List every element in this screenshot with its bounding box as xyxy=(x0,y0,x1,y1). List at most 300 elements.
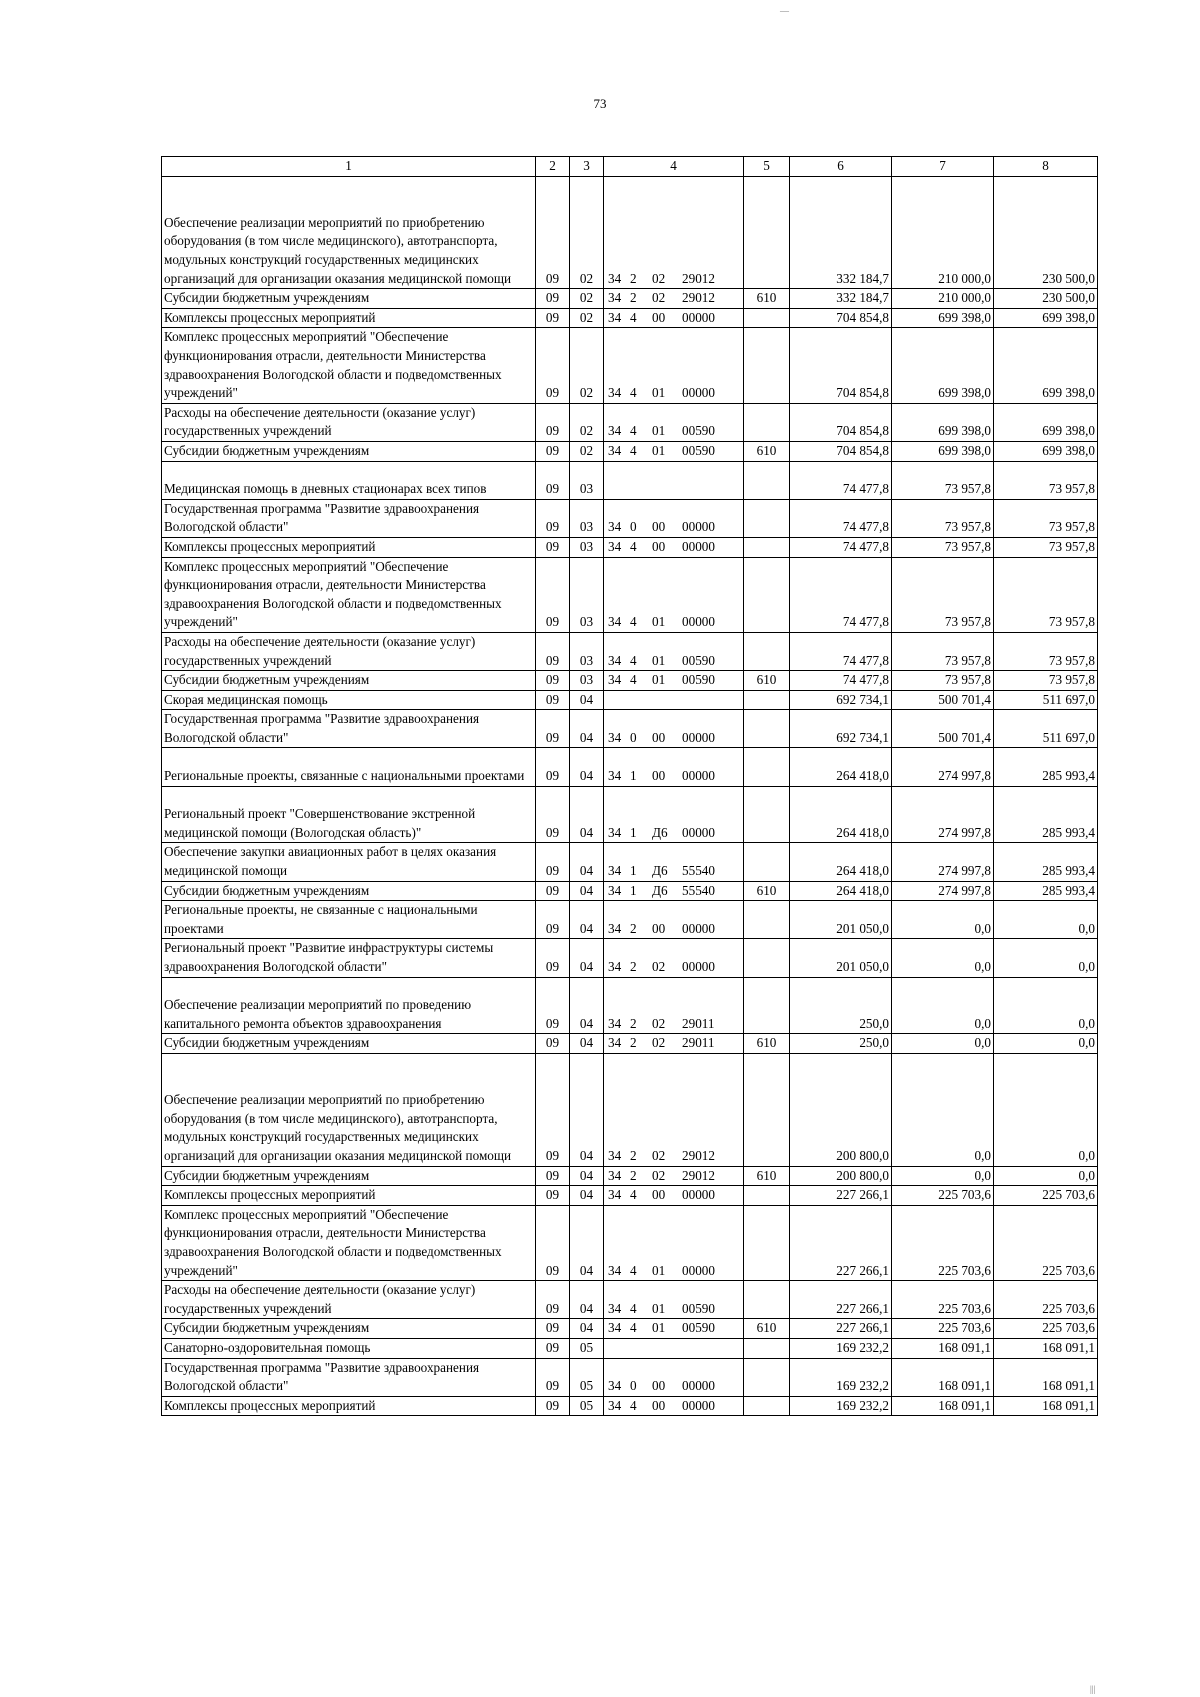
row-name: Обеспечение реализации мероприятий по приобретению оборудования (в том числе медицинского), автотранспорта, модульных конструкций государственных медицинских организаций для организации оказания медицинской помощи xyxy=(162,1054,536,1167)
row-name: Комплекс процессных мероприятий "Обеспечение функционирования отрасли, деятельности Министерства здравоохранения Вологодской области и подведомственных учреждений" xyxy=(162,557,536,632)
row-target-article xyxy=(604,557,744,632)
row-amount-year-1: 200 800,0 xyxy=(790,1166,892,1186)
row-subsection-code: 04 xyxy=(570,901,604,939)
row-subsection-code: 04 xyxy=(570,1319,604,1339)
row-name: Скорая медицинская помощь xyxy=(162,690,536,710)
row-subsection-code: 04 xyxy=(570,1166,604,1186)
target-article-part-1: 34 xyxy=(608,1262,622,1278)
row-name: Субсидии бюджетным учреждениям xyxy=(162,1319,536,1339)
row-expense-type xyxy=(744,843,790,881)
row-amount-year-1: 332 184,7 xyxy=(790,176,892,289)
target-article-part-2: 1 xyxy=(630,863,637,879)
row-amount-year-3: 73 957,8 xyxy=(994,461,1098,499)
target-article-part-2: 2 xyxy=(630,290,637,306)
row-name: Комплексы процессных мероприятий xyxy=(162,308,536,328)
target-article-part-3: 00 xyxy=(652,1397,666,1413)
target-article-part-2: 0 xyxy=(630,729,637,745)
target-article-part-3: 00 xyxy=(652,768,666,784)
row-section-code: 09 xyxy=(536,671,570,691)
row-amount-year-2: 73 957,8 xyxy=(892,671,994,691)
row-expense-type: 610 xyxy=(744,671,790,691)
row-section-code: 09 xyxy=(536,499,570,537)
row-target-article xyxy=(604,710,744,748)
row-name: Медицинская помощь в дневных стационарах всех типов xyxy=(162,461,536,499)
table-row xyxy=(162,748,1098,786)
row-expense-type xyxy=(744,1281,790,1319)
target-article-part-1: 34 xyxy=(608,768,622,784)
row-amount-year-2: 210 000,0 xyxy=(892,289,994,309)
row-amount-year-1: 227 266,1 xyxy=(790,1281,892,1319)
target-article-part-1: 34 xyxy=(608,672,622,688)
row-amount-year-1: 250,0 xyxy=(790,1034,892,1054)
row-amount-year-3: 225 703,6 xyxy=(994,1319,1098,1339)
row-target-article xyxy=(604,1205,744,1280)
row-target-article xyxy=(604,1054,744,1167)
row-expense-type: 610 xyxy=(744,289,790,309)
row-expense-type xyxy=(744,901,790,939)
target-article-part-2: 1 xyxy=(630,824,637,840)
row-expense-type: 610 xyxy=(744,1166,790,1186)
row-amount-year-1: 264 418,0 xyxy=(790,881,892,901)
row-subsection-code: 02 xyxy=(570,289,604,309)
row-amount-year-3: 230 500,0 xyxy=(994,289,1098,309)
header-cell-7: 7 xyxy=(892,157,994,177)
table-row xyxy=(162,1166,1098,1186)
row-amount-year-2: 225 703,6 xyxy=(892,1319,994,1339)
row-target-article xyxy=(604,843,744,881)
row-subsection-code: 05 xyxy=(570,1358,604,1396)
row-amount-year-2: 0,0 xyxy=(892,977,994,1034)
row-amount-year-2: 0,0 xyxy=(892,901,994,939)
target-article-part-4: 00000 xyxy=(682,824,715,840)
row-section-code: 09 xyxy=(536,1166,570,1186)
row-section-code: 09 xyxy=(536,537,570,557)
target-article-part-2: 4 xyxy=(630,1300,637,1316)
table-row xyxy=(162,328,1098,403)
row-amount-year-3: 73 957,8 xyxy=(994,632,1098,670)
row-name: Региональные проекты, связанные с национальными проектами xyxy=(162,748,536,786)
target-article-part-1: 34 xyxy=(608,270,622,286)
target-article-part-1: 34 xyxy=(608,882,622,898)
row-section-code: 09 xyxy=(536,1034,570,1054)
row-target-article xyxy=(604,1166,744,1186)
row-amount-year-1: 74 477,8 xyxy=(790,671,892,691)
row-subsection-code: 04 xyxy=(570,786,604,843)
row-amount-year-2: 0,0 xyxy=(892,939,994,977)
target-article-part-4: 00000 xyxy=(682,614,715,630)
row-name: Государственная программа "Развитие здравоохранения Вологодской области" xyxy=(162,1358,536,1396)
row-name: Субсидии бюджетным учреждениям xyxy=(162,1166,536,1186)
target-article-part-2: 4 xyxy=(630,1397,637,1413)
row-expense-type: 610 xyxy=(744,441,790,461)
target-article-part-4: 00590 xyxy=(682,1300,715,1316)
target-article-part-3: 00 xyxy=(652,920,666,936)
row-amount-year-1: 74 477,8 xyxy=(790,461,892,499)
target-article-part-4: 29012 xyxy=(682,1167,715,1183)
row-name: Региональные проекты, не связанные с национальными проектами xyxy=(162,901,536,939)
row-amount-year-3: 225 703,6 xyxy=(994,1205,1098,1280)
target-article-part-2: 4 xyxy=(630,423,637,439)
row-amount-year-1: 200 800,0 xyxy=(790,1054,892,1167)
row-amount-year-3: 168 091,1 xyxy=(994,1358,1098,1396)
target-article-part-2: 4 xyxy=(630,672,637,688)
row-amount-year-3: 0,0 xyxy=(994,901,1098,939)
target-article-part-3: Д6 xyxy=(652,882,668,898)
row-subsection-code: 04 xyxy=(570,977,604,1034)
row-amount-year-2: 500 701,4 xyxy=(892,690,994,710)
row-target-article xyxy=(604,1396,744,1416)
row-target-article xyxy=(604,441,744,461)
row-amount-year-1: 169 232,2 xyxy=(790,1396,892,1416)
table-row xyxy=(162,1034,1098,1054)
header-row xyxy=(162,157,1098,177)
target-article-part-2: 2 xyxy=(630,1167,637,1183)
table-row xyxy=(162,671,1098,691)
table-row xyxy=(162,1054,1098,1167)
target-article-part-3: Д6 xyxy=(652,824,668,840)
row-subsection-code: 05 xyxy=(570,1338,604,1358)
row-amount-year-1: 704 854,8 xyxy=(790,308,892,328)
table-row xyxy=(162,1205,1098,1280)
row-amount-year-2: 225 703,6 xyxy=(892,1205,994,1280)
target-article-part-3: 00 xyxy=(652,309,666,325)
target-article-part-1: 34 xyxy=(608,1148,622,1163)
row-subsection-code: 04 xyxy=(570,710,604,748)
row-section-code: 09 xyxy=(536,1358,570,1396)
target-article-part-2: 0 xyxy=(630,519,637,535)
row-expense-type xyxy=(744,710,790,748)
target-article-part-4: 00000 xyxy=(682,1262,715,1278)
row-section-code: 09 xyxy=(536,901,570,939)
row-name: Обеспечение закупки авиационных работ в целях оказания медицинской помощи xyxy=(162,843,536,881)
row-amount-year-1: 692 734,1 xyxy=(790,710,892,748)
target-article-part-3: 01 xyxy=(652,672,666,688)
row-expense-type xyxy=(744,786,790,843)
target-article-part-4: 00590 xyxy=(682,672,715,688)
row-section-code: 09 xyxy=(536,1186,570,1206)
header-cell-4: 4 xyxy=(604,157,744,177)
row-subsection-code: 03 xyxy=(570,499,604,537)
row-amount-year-1: 227 266,1 xyxy=(790,1319,892,1339)
table-row xyxy=(162,786,1098,843)
target-article-part-2: 4 xyxy=(630,1320,637,1336)
target-article-part-1: 34 xyxy=(608,1167,622,1183)
row-amount-year-1: 692 734,1 xyxy=(790,690,892,710)
row-amount-year-2: 73 957,8 xyxy=(892,537,994,557)
row-expense-type xyxy=(744,176,790,289)
row-subsection-code: 02 xyxy=(570,328,604,403)
row-expense-type xyxy=(744,1358,790,1396)
row-expense-type xyxy=(744,461,790,499)
scan-mark-bottom: ||| xyxy=(1090,1684,1096,1694)
row-target-article xyxy=(604,308,744,328)
row-section-code: 09 xyxy=(536,632,570,670)
row-amount-year-3: 511 697,0 xyxy=(994,690,1098,710)
target-article-part-2: 4 xyxy=(630,538,637,554)
row-expense-type xyxy=(744,1396,790,1416)
row-subsection-code: 04 xyxy=(570,1034,604,1054)
row-section-code: 09 xyxy=(536,1054,570,1167)
target-article-part-3: 02 xyxy=(652,1015,666,1031)
page-number: 73 xyxy=(593,96,607,111)
target-article-part-3: 02 xyxy=(652,1148,666,1163)
target-article-part-3: 01 xyxy=(652,442,666,458)
row-expense-type xyxy=(744,1205,790,1280)
row-expense-type: 610 xyxy=(744,1319,790,1339)
row-amount-year-1: 264 418,0 xyxy=(790,786,892,843)
target-article-part-2: 2 xyxy=(630,270,637,286)
target-article-part-1: 34 xyxy=(608,920,622,936)
target-article-part-3: 00 xyxy=(652,538,666,554)
target-article-part-1: 34 xyxy=(608,863,622,879)
target-article-part-2: 2 xyxy=(630,959,637,975)
row-amount-year-3: 0,0 xyxy=(994,977,1098,1034)
row-subsection-code: 04 xyxy=(570,748,604,786)
row-section-code: 09 xyxy=(536,176,570,289)
table-row xyxy=(162,710,1098,748)
row-amount-year-2: 274 997,8 xyxy=(892,748,994,786)
row-amount-year-2: 225 703,6 xyxy=(892,1186,994,1206)
target-article-part-4: 29011 xyxy=(682,1015,715,1031)
row-target-article xyxy=(604,1358,744,1396)
target-article-part-1: 34 xyxy=(608,1187,622,1203)
scan-mark-top: — xyxy=(780,6,789,16)
target-article-part-1: 34 xyxy=(608,442,622,458)
row-amount-year-2: 210 000,0 xyxy=(892,176,994,289)
row-expense-type xyxy=(744,1186,790,1206)
budget-table xyxy=(161,156,1098,1416)
row-section-code: 09 xyxy=(536,557,570,632)
table-row xyxy=(162,1338,1098,1358)
row-name: Субсидии бюджетным учреждениям xyxy=(162,441,536,461)
target-article-part-4: 00000 xyxy=(682,768,715,784)
target-article-part-2: 4 xyxy=(630,442,637,458)
row-section-code: 09 xyxy=(536,441,570,461)
header-cell-2: 2 xyxy=(536,157,570,177)
row-name: Комплексы процессных мероприятий xyxy=(162,1396,536,1416)
target-article-part-4: 29012 xyxy=(682,1148,715,1163)
table-row xyxy=(162,499,1098,537)
row-name: Субсидии бюджетным учреждениям xyxy=(162,881,536,901)
target-article-part-4: 29011 xyxy=(682,1035,715,1051)
row-section-code: 09 xyxy=(536,1319,570,1339)
row-amount-year-1: 201 050,0 xyxy=(790,939,892,977)
target-article-part-2: 4 xyxy=(630,652,637,668)
target-article-part-4: 55540 xyxy=(682,863,715,879)
row-expense-type xyxy=(744,977,790,1034)
row-amount-year-1: 74 477,8 xyxy=(790,557,892,632)
target-article-part-4: 00590 xyxy=(682,1320,715,1336)
row-amount-year-2: 0,0 xyxy=(892,1166,994,1186)
row-name: Региональный проект "Совершенствование экстренной медицинской помощи (Вологодская область)" xyxy=(162,786,536,843)
table-row xyxy=(162,537,1098,557)
row-amount-year-3: 699 398,0 xyxy=(994,308,1098,328)
row-amount-year-2: 168 091,1 xyxy=(892,1396,994,1416)
table-row xyxy=(162,461,1098,499)
table-row xyxy=(162,1319,1098,1339)
table-row xyxy=(162,557,1098,632)
row-name: Санаторно-оздоровительная помощь xyxy=(162,1338,536,1358)
row-amount-year-1: 201 050,0 xyxy=(790,901,892,939)
target-article-part-1: 34 xyxy=(608,290,622,306)
row-section-code: 09 xyxy=(536,1396,570,1416)
row-amount-year-2: 225 703,6 xyxy=(892,1281,994,1319)
table-row xyxy=(162,176,1098,289)
target-article-part-3: Д6 xyxy=(652,863,668,879)
target-article-part-4: 00000 xyxy=(682,309,715,325)
target-article-part-1: 34 xyxy=(608,959,622,975)
row-subsection-code: 04 xyxy=(570,1054,604,1167)
row-amount-year-2: 274 997,8 xyxy=(892,881,994,901)
row-name: Обеспечение реализации мероприятий по приобретению оборудования (в том числе медицинского), автотранспорта, модульных конструкций государственных медицинских организаций для организации оказания медицинской помощи xyxy=(162,176,536,289)
target-article-part-1: 34 xyxy=(608,309,622,325)
target-article-part-3: 00 xyxy=(652,729,666,745)
target-article-part-3: 01 xyxy=(652,1300,666,1316)
row-target-article xyxy=(604,671,744,691)
row-section-code: 09 xyxy=(536,328,570,403)
table-row xyxy=(162,977,1098,1034)
row-section-code: 09 xyxy=(536,308,570,328)
row-target-article xyxy=(604,977,744,1034)
row-name: Субсидии бюджетным учреждениям xyxy=(162,1034,536,1054)
row-name: Обеспечение реализации мероприятий по проведению капитального ремонта объектов здравоохранения xyxy=(162,977,536,1034)
row-expense-type xyxy=(744,499,790,537)
row-expense-type xyxy=(744,328,790,403)
target-article-part-3: 02 xyxy=(652,1035,666,1051)
row-amount-year-1: 704 854,8 xyxy=(790,328,892,403)
row-section-code: 09 xyxy=(536,289,570,309)
row-target-article xyxy=(604,1186,744,1206)
row-target-article xyxy=(604,403,744,441)
target-article-part-3: 02 xyxy=(652,290,666,306)
header-cell-3: 3 xyxy=(570,157,604,177)
row-amount-year-1: 74 477,8 xyxy=(790,537,892,557)
row-name: Расходы на обеспечение деятельности (оказание услуг) государственных учреждений xyxy=(162,632,536,670)
row-amount-year-3: 285 993,4 xyxy=(994,786,1098,843)
row-amount-year-3: 73 957,8 xyxy=(994,557,1098,632)
row-section-code: 09 xyxy=(536,461,570,499)
target-article-part-2: 2 xyxy=(630,1035,637,1051)
row-subsection-code: 04 xyxy=(570,843,604,881)
target-article-part-4: 00000 xyxy=(682,729,715,745)
row-amount-year-3: 230 500,0 xyxy=(994,176,1098,289)
target-article-part-1: 34 xyxy=(608,1397,622,1413)
row-amount-year-3: 699 398,0 xyxy=(994,328,1098,403)
row-subsection-code: 03 xyxy=(570,537,604,557)
row-expense-type: 610 xyxy=(744,881,790,901)
row-target-article xyxy=(604,901,744,939)
row-target-article xyxy=(604,537,744,557)
row-amount-year-3: 73 957,8 xyxy=(994,671,1098,691)
row-amount-year-2: 699 398,0 xyxy=(892,308,994,328)
target-article-part-2: 0 xyxy=(630,1378,637,1394)
row-target-article xyxy=(604,1319,744,1339)
target-article-part-1: 34 xyxy=(608,824,622,840)
row-name: Комплексы процессных мероприятий xyxy=(162,1186,536,1206)
target-article-part-4: 00000 xyxy=(682,1397,715,1413)
target-article-part-2: 2 xyxy=(630,1148,637,1163)
row-amount-year-3: 511 697,0 xyxy=(994,710,1098,748)
row-amount-year-3: 285 993,4 xyxy=(994,881,1098,901)
row-subsection-code: 04 xyxy=(570,881,604,901)
row-target-article xyxy=(604,176,744,289)
row-section-code: 09 xyxy=(536,1205,570,1280)
row-name: Государственная программа "Развитие здравоохранения Вологодской области" xyxy=(162,710,536,748)
table-row xyxy=(162,403,1098,441)
row-amount-year-2: 699 398,0 xyxy=(892,403,994,441)
row-amount-year-1: 704 854,8 xyxy=(790,441,892,461)
row-amount-year-3: 285 993,4 xyxy=(994,748,1098,786)
row-target-article xyxy=(604,690,744,710)
row-section-code: 09 xyxy=(536,786,570,843)
row-amount-year-2: 73 957,8 xyxy=(892,461,994,499)
target-article-part-4: 00000 xyxy=(682,1378,715,1394)
row-amount-year-3: 0,0 xyxy=(994,1054,1098,1167)
row-amount-year-2: 168 091,1 xyxy=(892,1358,994,1396)
row-subsection-code: 03 xyxy=(570,461,604,499)
row-amount-year-1: 74 477,8 xyxy=(790,499,892,537)
table-row xyxy=(162,1396,1098,1416)
target-article-part-3: 02 xyxy=(652,1167,666,1183)
row-amount-year-3: 168 091,1 xyxy=(994,1338,1098,1358)
row-expense-type xyxy=(744,308,790,328)
target-article-part-3: 01 xyxy=(652,1262,666,1278)
row-section-code: 09 xyxy=(536,710,570,748)
row-amount-year-3: 699 398,0 xyxy=(994,403,1098,441)
row-subsection-code: 03 xyxy=(570,671,604,691)
target-article-part-3: 02 xyxy=(652,270,666,286)
table-row xyxy=(162,632,1098,670)
row-amount-year-1: 264 418,0 xyxy=(790,843,892,881)
target-article-part-3: 01 xyxy=(652,423,666,439)
target-article-part-3: 00 xyxy=(652,519,666,535)
row-expense-type xyxy=(744,939,790,977)
target-article-part-3: 02 xyxy=(652,959,666,975)
target-article-part-2: 4 xyxy=(630,309,637,325)
row-target-article xyxy=(604,881,744,901)
target-article-part-1: 34 xyxy=(608,652,622,668)
row-expense-type xyxy=(744,403,790,441)
table-row xyxy=(162,690,1098,710)
row-target-article xyxy=(604,748,744,786)
row-amount-year-3: 225 703,6 xyxy=(994,1186,1098,1206)
target-article-part-3: 01 xyxy=(652,652,666,668)
target-article-part-4: 00000 xyxy=(682,519,715,535)
row-expense-type xyxy=(744,1054,790,1167)
target-article-part-1: 34 xyxy=(608,1015,622,1031)
row-subsection-code: 03 xyxy=(570,632,604,670)
target-article-part-4: 55540 xyxy=(682,882,715,898)
row-amount-year-2: 73 957,8 xyxy=(892,632,994,670)
row-target-article xyxy=(604,1281,744,1319)
row-expense-type xyxy=(744,557,790,632)
table-row xyxy=(162,1358,1098,1396)
target-article-part-3: 01 xyxy=(652,1320,666,1336)
row-amount-year-2: 73 957,8 xyxy=(892,557,994,632)
row-subsection-code: 02 xyxy=(570,403,604,441)
target-article-part-3: 00 xyxy=(652,1187,666,1203)
row-amount-year-1: 332 184,7 xyxy=(790,289,892,309)
row-section-code: 09 xyxy=(536,939,570,977)
row-amount-year-2: 274 997,8 xyxy=(892,843,994,881)
table-row xyxy=(162,843,1098,881)
target-article-part-1: 34 xyxy=(608,423,622,439)
target-article-part-1: 34 xyxy=(608,1300,622,1316)
target-article-part-1: 34 xyxy=(608,538,622,554)
target-article-part-1: 34 xyxy=(608,729,622,745)
row-amount-year-1: 227 266,1 xyxy=(790,1205,892,1280)
row-target-article xyxy=(604,786,744,843)
